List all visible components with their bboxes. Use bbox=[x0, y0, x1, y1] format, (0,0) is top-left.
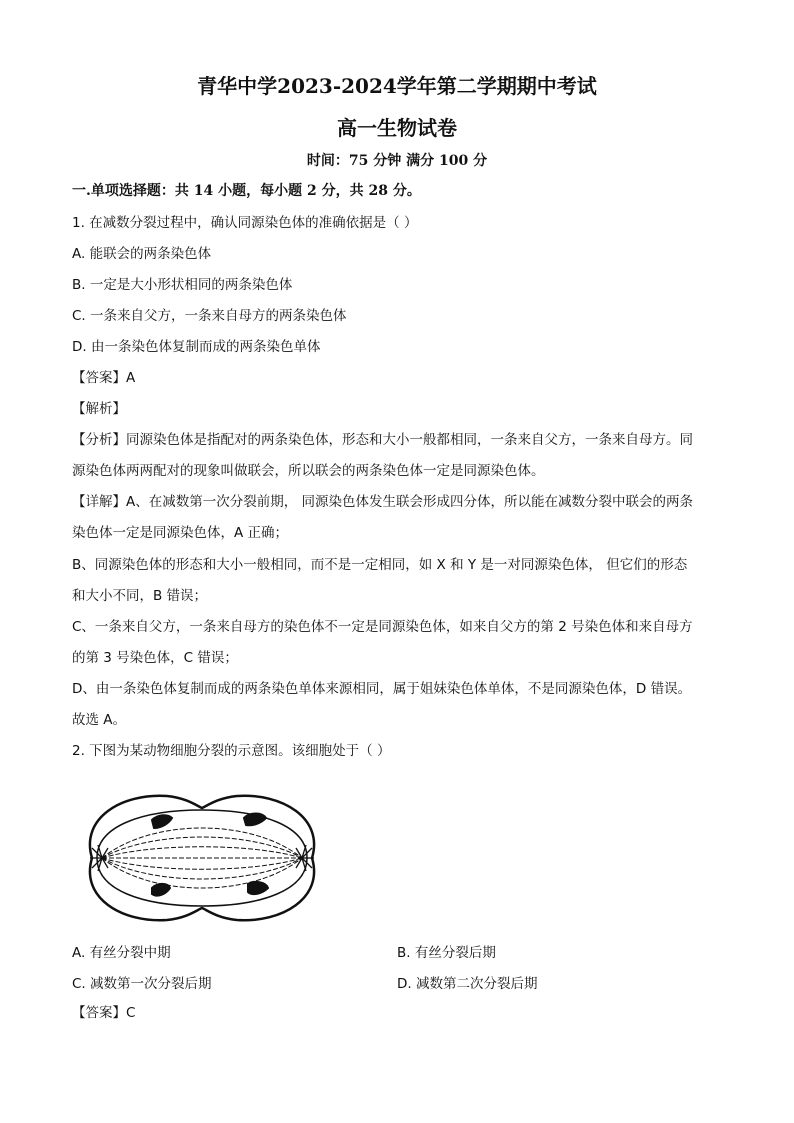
exam-meta: 时间：75 分钟 满分 100 分 bbox=[306, 153, 488, 169]
exam-title: 青华中学2023-2024学年第二学期期中考试 bbox=[197, 74, 597, 98]
q2-option-b: B. 有丝分裂后期 bbox=[397, 945, 496, 961]
q1-conclusion: 故选 A。 bbox=[72, 712, 127, 728]
q1-option-c: C. 一条来自父方，一条来自母方的两条染色体 bbox=[72, 308, 347, 324]
section-heading: 一.单项选择题：共 14 小题，每小题 2 分，共 28 分。 bbox=[72, 183, 421, 199]
q1-stem: 1. 在减数分裂过程中，确认同源染色体的准确依据是（ ） bbox=[72, 215, 418, 231]
q1-b-line1: B、同源染色体的形态和大小一般相同，而不是一定相同，如 X 和 Y 是一对同源染色体， 但它们的形态 bbox=[72, 557, 688, 573]
q1-option-b: B. 一定是大小形状相同的两条染色体 bbox=[72, 277, 293, 293]
q2-stem: 2. 下图为某动物细胞分裂的示意图。该细胞处于（ ） bbox=[72, 743, 391, 759]
q2-option-a: A. 有丝分裂中期 bbox=[72, 945, 171, 961]
q1-b-line2: 和大小不同，B 错误； bbox=[72, 588, 208, 604]
q1-xiangjie-line2: 染色体一定是同源染色体，A 正确； bbox=[72, 525, 289, 541]
q2-option-c: C. 减数第一次分裂后期 bbox=[72, 976, 212, 992]
exam-subtitle: 高一生物试卷 bbox=[337, 116, 457, 140]
q1-fenxi-line1: 【分析】同源染色体是指配对的两条染色体，形态和大小一般都相同，一条来自父方，一条来自母方。同 bbox=[72, 432, 693, 448]
q1-answer: 【答案】A bbox=[72, 370, 136, 386]
q1-option-d: D. 由一条染色体复制而成的两条染色单体 bbox=[72, 339, 321, 355]
cell-division-diagram bbox=[72, 788, 332, 928]
q1-d-line1: D、由一条染色体复制而成的两条染色单体来源相同，属于姐妹染色体单体，不是同源染色体，D 错误。 bbox=[72, 681, 692, 697]
q1-option-a: A. 能联会的两条染色体 bbox=[72, 246, 212, 262]
q1-fenxi-line2: 源染色体两两配对的现象叫做联会，所以联会的两条染色体一定是同源染色体。 bbox=[72, 463, 545, 479]
q1-analysis-label: 【解析】 bbox=[72, 401, 126, 417]
q1-c-line2: 的第 3 号染色体，C 错误； bbox=[72, 650, 238, 666]
q2-answer: 【答案】C bbox=[72, 1005, 136, 1021]
q1-xiangjie-line1: 【详解】A、在减数第一次分裂前期， 同源染色体发生联会形成四分体，所以能在减数分裂中联会的两条 bbox=[72, 494, 694, 510]
q1-c-line1: C、一条来自父方，一条来自母方的染色体不一定是同源染色体，如来自父方的第 2 号染色体和来自母方 bbox=[72, 619, 693, 635]
q2-option-d: D. 减数第二次分裂后期 bbox=[397, 976, 538, 992]
